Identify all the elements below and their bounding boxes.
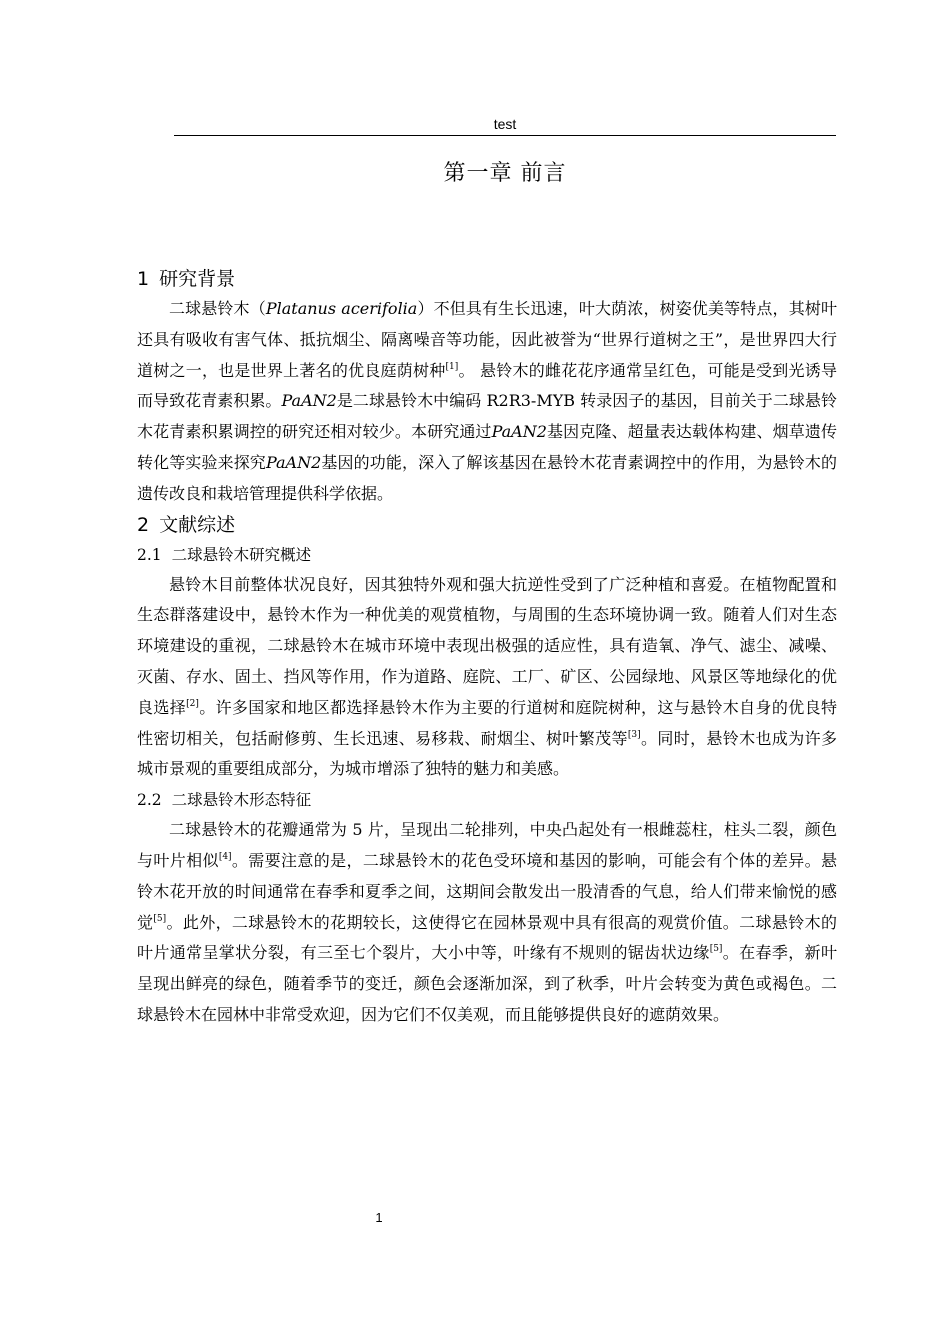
text-run: 二球悬铃木的花瓣通常为 5 片，呈现出二轮排列，中央凸起处有一根雌蕊柱，柱头二裂，颜色与叶片相似: [137, 820, 837, 870]
section-number: 2: [137, 513, 150, 536]
text-run: 是二球悬铃木中编码 R2R3-MYB 转录因子的基因，目前关于二球悬铃木花青素积累调控的研究还相对较少。本研究通过: [137, 391, 837, 442]
text-run: 。许多国家和地区都选择悬铃木作为主要的行道树和庭院树种，这与悬铃木自身的优良特性密切相关，包括耐修剪、生长迅速、易移栽、耐烟尘、树叶繁茂等: [137, 697, 837, 748]
text-run: ）不但具有生长迅速，叶大荫浓，树姿优美等特点，其树叶还具有吸收有害气体、抵抗烟尘、隔离噪音等功能，因此被誉为“世界行道树之王”，是世界四大行道树之一，也是世界上著名的优良庭荫树种: [137, 299, 837, 380]
page-number: 1: [375, 1210, 383, 1225]
section-number: 1: [137, 268, 150, 290]
subsection-title: 二球悬铃木形态特征: [171, 791, 312, 810]
text-run: 。此外，二球悬铃木的花期较长，这使得它在园林景观中具有很高的观赏价值。二球悬铃木的叶片通常呈掌状分裂，有三至七个裂片，大小中等，叶缘有不规则的锯齿状边缘: [137, 912, 837, 963]
text-run: 。同时，悬铃木也成为许多城市景观的重要组成部分，为城市增添了独特的魅力和美感。: [137, 728, 837, 779]
text-run: 基因的功能，深入了解该基因在悬铃木花青素调控中的作用，为悬铃木的遗传改良和栽培管理提供科学依据。: [137, 452, 837, 503]
section-2-heading: [137, 510, 837, 540]
section-1-heading: [137, 264, 837, 294]
text-run: 。在春季，新叶呈现出鲜亮的绿色，随着季节的变迁，颜色会逐渐加深，到了秋季，叶片会转变为黄色或褐色。二球悬铃木在园林中非常受欢迎，因为它们不仅美观，而且能够提供良好的遮荫效果。: [137, 943, 837, 1024]
latin-name: Platanus acerifolia: [265, 299, 418, 318]
gene-name: PaAN2: [491, 422, 547, 442]
citation-ref: [4]: [218, 851, 232, 862]
document-body: [137, 264, 837, 1031]
section-title: 研究背景: [159, 268, 236, 290]
chapter-title: 第一章 前言: [443, 161, 567, 186]
subsection-2-2-heading: [137, 785, 837, 815]
citation-ref: [1]: [445, 361, 459, 372]
citation-ref: [5]: [153, 913, 167, 924]
section-title: 文献综述: [159, 513, 236, 536]
header-divider: [174, 135, 836, 136]
subsection-number: 2.1: [137, 545, 162, 564]
subsection-number: 2.2: [137, 791, 162, 810]
text-run: 。 悬铃木的雌花花序通常呈红色，可能是受到光诱导而导致花青素积累。: [137, 360, 837, 411]
citation-ref: [2]: [186, 698, 199, 709]
gene-name: PaAN2: [281, 391, 337, 411]
paragraph-morphology: [137, 815, 837, 1031]
citation-ref: [3]: [627, 729, 641, 740]
paragraph-overview: [137, 570, 837, 786]
subsection-2-1-heading: [137, 540, 837, 570]
text-run: 悬铃木目前整体状况良好，因其独特外观和强大抗逆性受到了广泛种植和喜爱。在植物配置和生态群落建设中，悬铃木作为一种优美的观赏植物，与周围的生态环境协调一致。随着人们对生态环境建设的重视，二球悬铃木在城市环境中表现出极强的适应性，具有造氧、净气、滤尘、减噪、灭菌、存水、固土、挡风等作用，作为道路、庭院、工厂、矿区、公园绿地、风景区等地绿化的优良选择: [137, 574, 837, 717]
text-run: 。需要注意的是，二球悬铃木的花色受环境和基因的影响，可能会有个体的差异。悬铃木花开放的时间通常在春季和夏季之间，这期间会散发出一股清香的气息，给人们带来愉悦的感觉: [137, 850, 837, 932]
citation-ref: [5]: [709, 944, 723, 955]
text-run: 基因克隆、超量表达载体构建、烟草遗传转化等实验来探究: [137, 422, 837, 472]
subsection-title: 二球悬铃木研究概述: [171, 545, 312, 564]
page-header: test: [493, 116, 517, 132]
paragraph-research-background: [137, 294, 837, 510]
text-run: 二球悬铃木（: [169, 299, 266, 318]
gene-name: PaAN2: [265, 452, 322, 472]
